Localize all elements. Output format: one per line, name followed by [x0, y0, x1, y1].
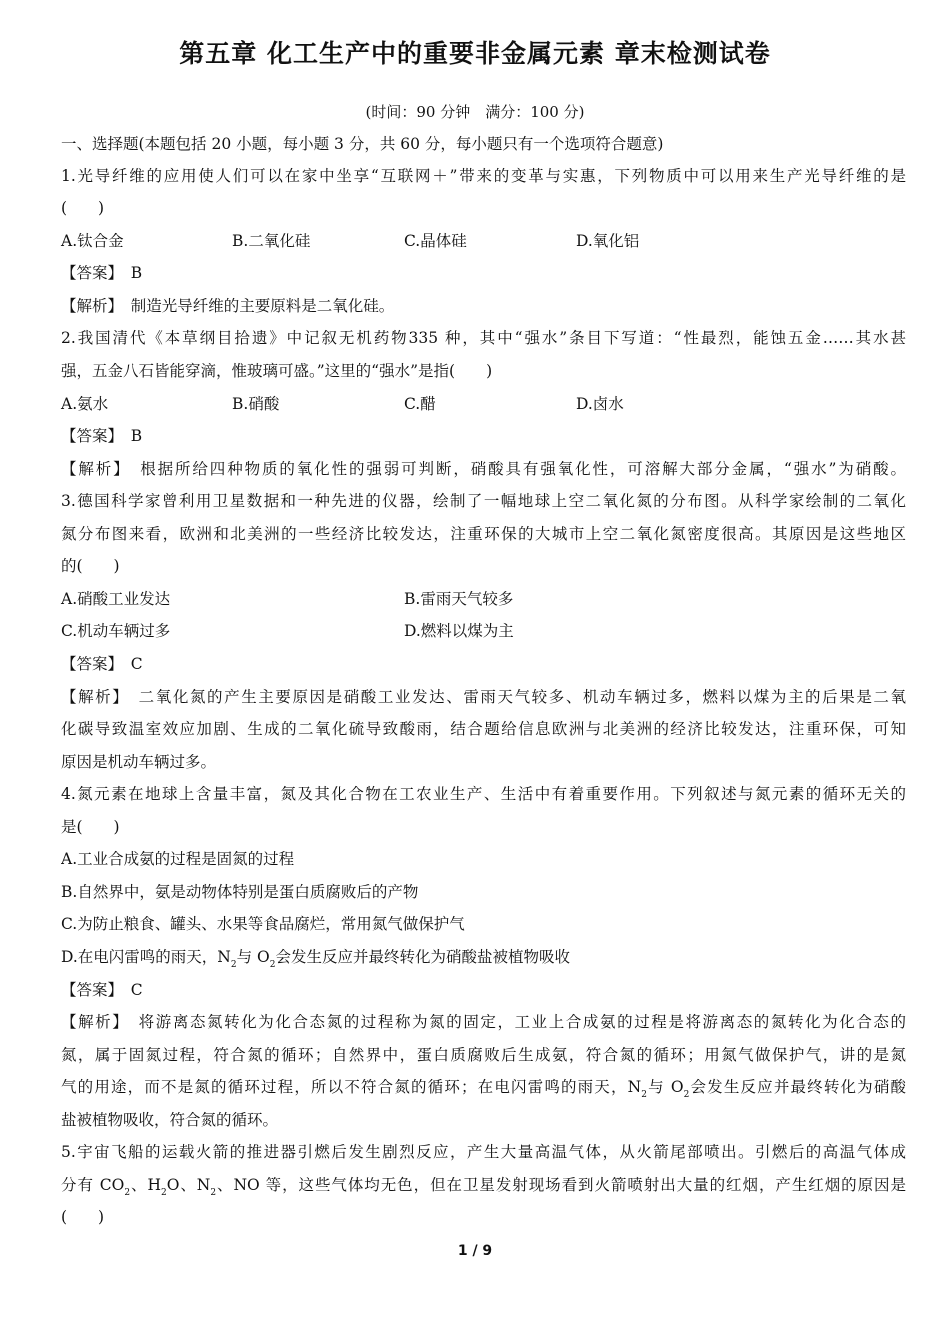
q1-option-c: C.晶体硅	[404, 232, 467, 250]
q4-analysis-text: 与 O	[646, 1078, 684, 1096]
q4-analysis-line	[61, 1077, 906, 1100]
q4-analysis-text: 会发生反应并最终转化为硝酸	[689, 1078, 906, 1096]
q4-option-d-text: 与 O	[236, 948, 270, 966]
exam-meta: (时间：90 分钟 满分：100 分)	[365, 103, 585, 121]
q4-stem-line: 是( )	[61, 818, 120, 836]
q4-option-b: B.自然界中，氨是动物体特别是蛋白质腐败后的产物	[61, 883, 419, 901]
q4-option-c: C.为防止粮食、罐头、水果等食品腐烂，常用氮气做保护气	[61, 915, 465, 933]
q1-option-d: D.氧化铝	[576, 232, 640, 250]
q4-answer: 【答案】 C	[61, 981, 143, 999]
q1-analysis: 【解析】 制造光导纤维的主要原料是二氧化硅。	[61, 297, 395, 315]
q4-option-a: A.工业合成氨的过程是固氮的过程	[61, 850, 295, 868]
subscript: 2	[230, 960, 237, 970]
q2-answer: 【答案】 B	[61, 427, 143, 445]
q3-stem-line: 3.德国科学家曾利用卫星数据和一种先进的仪器，绘制了一幅地球上空二氧化氮的分布图。从科学家绘制的二氧化	[61, 492, 906, 510]
q4-option-d	[61, 947, 906, 970]
q2-option-a: A.氨水	[61, 395, 109, 413]
q4-stem-line: 4.氮元素在地球上含量丰富，氮及其化合物在工农业生产、生活中有着重要作用。下列叙述与氮元素的循环无关的	[61, 785, 906, 803]
q5-stem-text: 分有 CO	[61, 1176, 125, 1194]
q1-stem-line: 1.光导纤维的应用使人们可以在家中坐享“互联网＋”带来的变革与实惠，下列物质中可以用来生产光导纤维的是	[61, 167, 906, 185]
q3-analysis-line: 化碳导致温室效应加剧、生成的二氧化硫导致酸雨，结合题给信息欧洲与北美洲的经济比较发达，注重环保，可知	[61, 720, 906, 738]
q3-option-b: B.雷雨天气较多	[404, 590, 514, 608]
q4-option-d-text: 会发生反应并最终转化为硝酸盐被植物吸收	[275, 948, 570, 966]
subscript: 2	[641, 1090, 647, 1100]
q2-option-b: B.硝酸	[232, 395, 280, 413]
q5-stem-text: 、NO 等，这些气体均无色，但在卫星发射现场看到火箭喷射出大量的红烟，产生红烟的原因是	[216, 1176, 906, 1194]
q2-option-c: C.醋	[404, 395, 436, 413]
q2-option-d: D.卤水	[576, 395, 624, 413]
q4-option-d-text: D.在电闪雷鸣的雨天，N	[61, 948, 231, 966]
q4-analysis-text: 气的用途，而不是氮的循环过程，所以不符合氮的循环；在电闪雷鸣的雨天，N	[61, 1078, 642, 1096]
q5-stem-line: ( )	[61, 1208, 105, 1226]
q3-stem-line: 的( )	[61, 557, 120, 575]
subscript: 2	[160, 1188, 167, 1198]
q1-option-a: A.钛合金	[61, 232, 124, 250]
q2-stem-line: 强，五金八石皆能穿滴，惟玻璃可盛。”这里的“强水”是指( )	[61, 362, 493, 380]
subscript: 2	[269, 960, 276, 970]
q5-stem-line	[61, 1175, 906, 1198]
q3-analysis-line: 【解析】 二氧化氮的产生主要原因是硝酸工业发达、雷雨天气较多、机动车辆过多，燃料以煤为主的后果是二氧	[61, 688, 906, 706]
page-title: 第五章 化工生产中的重要非金属元素 章末检测试卷	[179, 39, 771, 68]
page-number: 1 / 9	[457, 1243, 493, 1259]
subscript: 2	[683, 1090, 690, 1100]
section-heading: 一、选择题(本题包括 20 小题，每小题 3 分，共 60 分，每小题只有一个选项符合题意)	[61, 135, 664, 153]
q3-option-c: C.机动车辆过多	[61, 622, 171, 640]
q4-analysis-line: 氮，属于固氮过程，符合氮的循环；自然界中，蛋白质腐败后生成氨，符合氮的循环；用氮气做保护气，讲的是氮	[61, 1046, 906, 1064]
q4-analysis-line: 【解析】 将游离态氮转化为化合态氮的过程称为氮的固定，工业上合成氨的过程是将游离态的氮转化为化合态的	[61, 1013, 906, 1031]
q1-option-b: B.二氧化硅	[232, 232, 311, 250]
subscript: 2	[210, 1188, 217, 1198]
q3-option-d: D.燃料以煤为主	[404, 622, 514, 640]
q3-option-a: A.硝酸工业发达	[61, 590, 171, 608]
q5-stem-line: 5.宇宙飞船的运载火箭的推进器引燃后发生剧烈反应，产生大量高温气体，从火箭尾部喷出。引燃后的高温气体成	[61, 1143, 906, 1161]
q2-analysis: 【解析】 根据所给四种物质的氧化性的强弱可判断，硝酸具有强氧化性，可溶解大部分金属，“强水”为硝酸。	[61, 460, 906, 478]
q3-analysis-line: 原因是机动车辆过多。	[61, 753, 217, 771]
q1-answer: 【答案】 B	[61, 264, 143, 282]
q1-stem-line: ( )	[61, 199, 105, 217]
q5-stem-text: 、H	[130, 1176, 161, 1194]
q4-analysis-line: 盐被植物吸收，符合氮的循环。	[61, 1111, 279, 1129]
q5-stem-text: O、N	[166, 1176, 211, 1194]
subscript: 2	[124, 1188, 131, 1198]
q3-answer: 【答案】 C	[61, 655, 143, 673]
q3-stem-line: 氮分布图来看，欧洲和北美洲的一些经济比较发达，注重环保的大城市上空二氧化氮密度很高。其原因是这些地区	[61, 525, 906, 543]
q2-stem-line: 2.我国清代《本草纲目拾遗》中记叙无机药物335 种，其中“强水”条目下写道：“性最烈，能蚀五金……其水甚	[61, 329, 906, 347]
